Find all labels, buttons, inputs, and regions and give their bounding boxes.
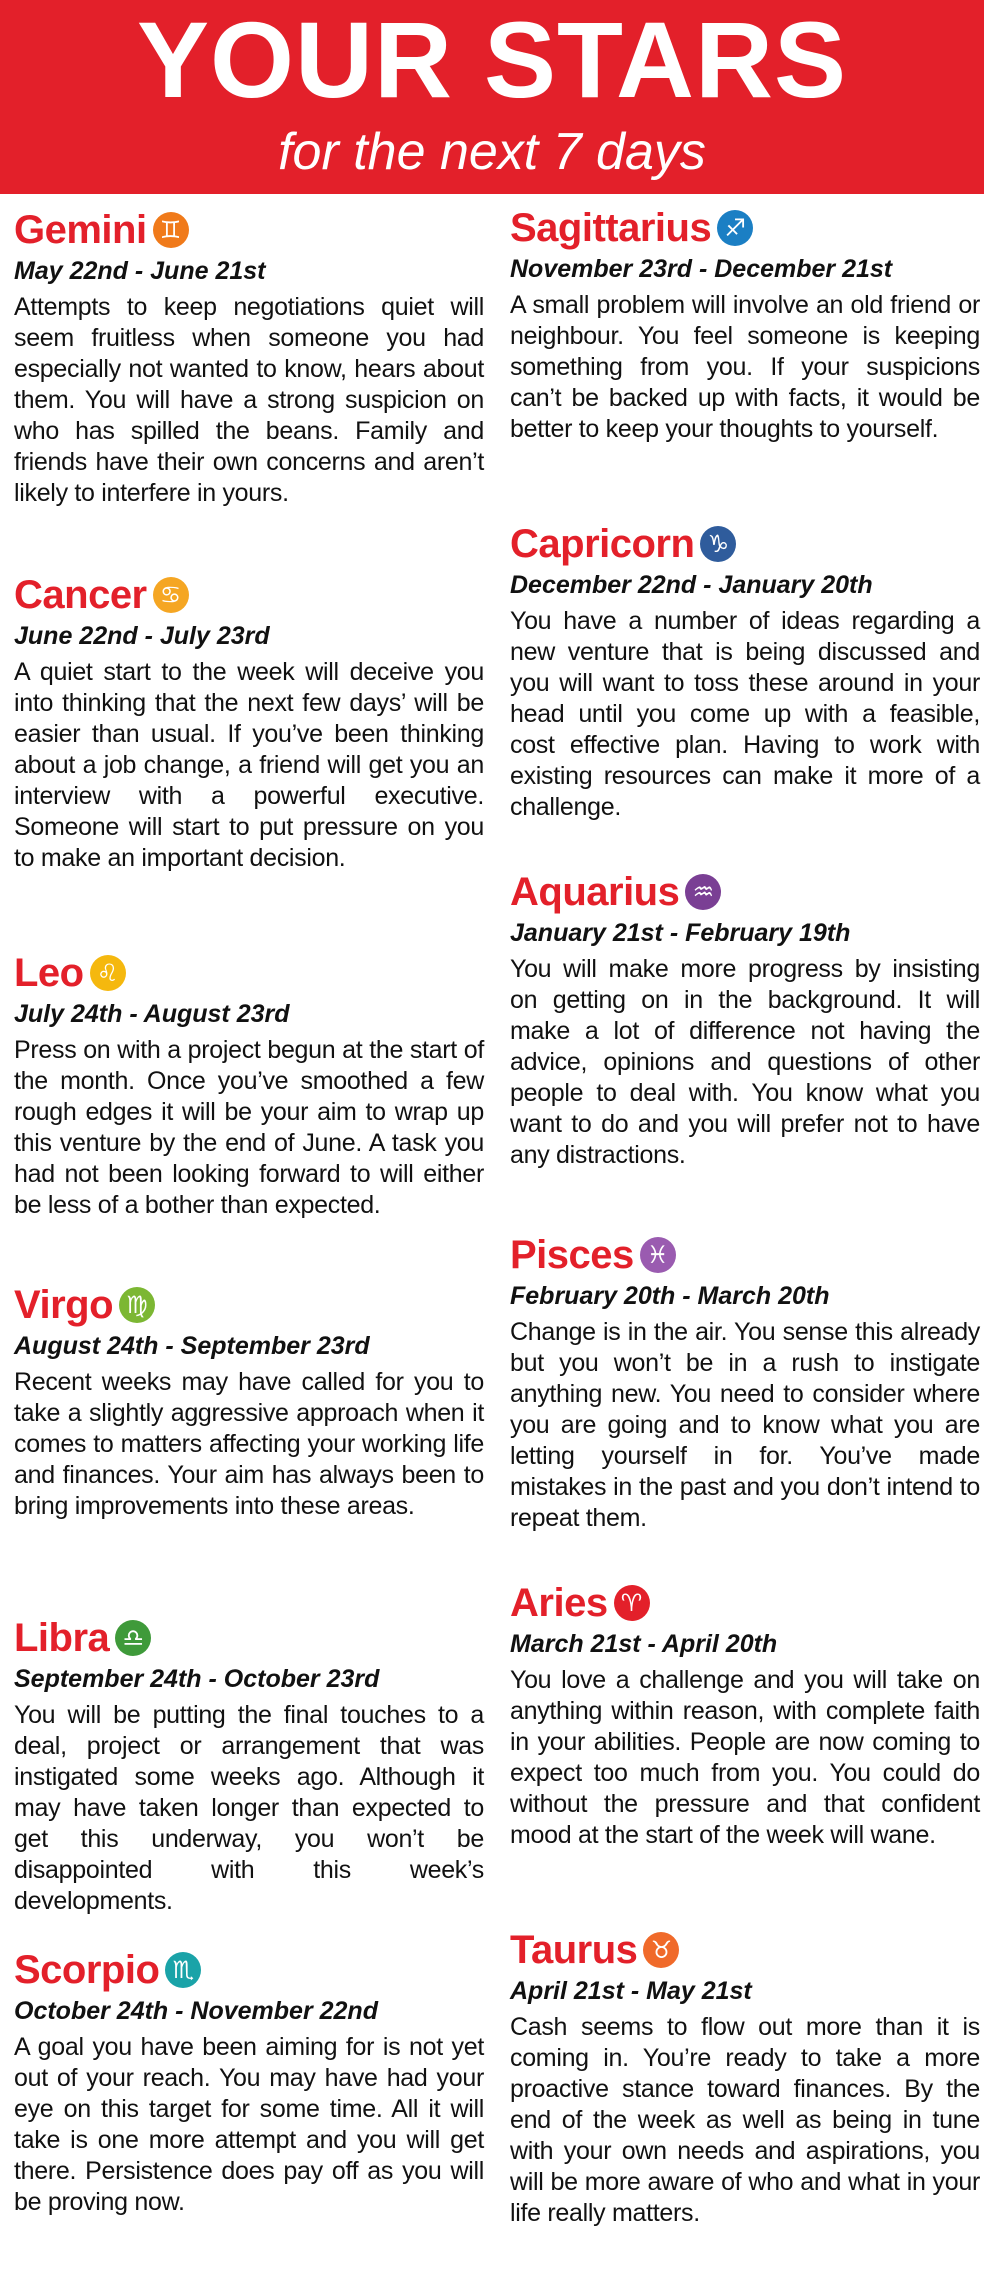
- libra-icon: ♎: [115, 1620, 151, 1656]
- sign-dates: November 23rd - December 21st: [510, 255, 893, 283]
- sign-text: You will be putting the final touches to a deal, project or arrangement that was instigated some weeks ago. Although it may have taken longer than expected to get this underway, you won’t be disappointed with this week’s developments.: [14, 1701, 484, 1915]
- sign-name: Taurus: [510, 1928, 638, 1972]
- sign-gemini: [14, 204, 484, 509]
- sign-taurus: [510, 1924, 980, 2229]
- sign-dates: August 24th - September 23rd: [14, 1332, 370, 1360]
- page-subtitle: for the next 7 days: [278, 123, 706, 181]
- sign-name: Virgo: [14, 1283, 114, 1327]
- sign-cancer: [14, 569, 484, 874]
- gemini-icon: ♊: [153, 212, 189, 248]
- sign-dates: July 24th - August 23rd: [14, 1000, 290, 1028]
- sign-name: Leo: [14, 951, 84, 995]
- sign-text: Change is in the air. You sense this already but you won’t be in a rush to instigate anything new. You need to consider where you are going and to know what you are letting yourself in for. You’ve made mistakes in the past and you don’t intend to repeat them.: [510, 1318, 980, 1532]
- sign-name: Aries: [510, 1581, 608, 1625]
- sign-capricorn: [510, 518, 980, 823]
- sign-sagittarius: [510, 202, 980, 445]
- aquarius-icon: ♒: [685, 874, 721, 910]
- header-banner: [0, 0, 984, 194]
- sign-text: Recent weeks may have called for you to take a slightly aggressive approach when it comes to matters affecting your working life and finances. Your aim has always been to bring improvements into these areas.: [14, 1368, 484, 1520]
- sign-text: You will make more progress by insisting on getting on in the background. It will make a lot of difference not having the advice, opinions and questions of other people to deal with. You know what you want to do and you will prefer not to have any distractions.: [510, 955, 980, 1169]
- cancer-icon: ♋: [153, 577, 189, 613]
- sign-aquarius: [510, 866, 980, 1171]
- sign-dates: April 21st - May 21st: [510, 1977, 752, 2005]
- sign-text: A quiet start to the week will deceive you into thinking that the next few days’ will be easier than usual. If you’ve been thinking about a job change, a friend will get you an interview with a powerful executive. Someone will start to put pressure on you to make an important decision.: [14, 658, 484, 872]
- sign-name: Scorpio: [14, 1948, 160, 1992]
- virgo-icon: ♍: [119, 1287, 155, 1323]
- sign-text: A small problem will involve an old friend or neighbour. You feel someone is keeping something from you. If your suspicions can’t be backed up with facts, it would be better to keep your thoughts to yourself.: [510, 291, 980, 443]
- sign-pisces: [510, 1229, 980, 1534]
- sign-virgo: [14, 1279, 484, 1522]
- sign-dates: March 21st - April 20th: [510, 1630, 778, 1658]
- sign-dates: September 24th - October 23rd: [14, 1665, 380, 1693]
- sign-text: You love a challenge and you will take on anything within reason, with complete faith in your abilities. People are now coming to expect too much from you. You could do without the pressure and that confident mood at the start of the week will wane.: [510, 1666, 980, 1849]
- sign-text: Cash seems to flow out more than it is coming in. You’re ready to take a more proactive stance toward finances. By the end of the week as well as being in tune with your own needs and aspirations, you will be more aware of who and what in your life really matters.: [510, 2013, 980, 2227]
- sign-name: Capricorn: [510, 522, 695, 566]
- sign-name: Gemini: [14, 208, 147, 252]
- sagittarius-icon: ♐: [717, 210, 753, 246]
- sign-dates: February 20th - March 20th: [510, 1282, 830, 1310]
- page-title: YOUR STARS: [136, 0, 848, 120]
- aries-icon: ♈: [614, 1585, 650, 1621]
- sign-name: Sagittarius: [510, 206, 712, 250]
- sign-text: You have a number of ideas regarding a new venture that is being discussed and you will want to toss these around in your head until you come up with a feasible, cost effective plan. Having to work with existing resources can make it more of a challenge.: [510, 607, 980, 821]
- sign-scorpio: [14, 1944, 484, 2218]
- sign-name: Cancer: [14, 573, 147, 617]
- scorpio-icon: ♏: [165, 1952, 201, 1988]
- sign-name: Aquarius: [510, 870, 680, 914]
- sign-text: Attempts to keep negotiations quiet will seem fruitless when someone you had especially not wanted to know, hears about them. You will have a strong suspicion on who has spilled the beans. Family and friends have their own concerns and aren’t likely to interfere in yours.: [14, 293, 484, 507]
- sign-dates: June 22nd - July 23rd: [14, 622, 270, 650]
- sign-aries: [510, 1577, 980, 1851]
- sign-dates: January 21st - February 19th: [510, 919, 851, 947]
- sign-name: Libra: [14, 1616, 110, 1660]
- sign-name: Pisces: [510, 1233, 634, 1277]
- sign-libra: [14, 1612, 484, 1917]
- sign-dates: October 24th - November 22nd: [14, 1997, 378, 2025]
- leo-icon: ♌: [90, 955, 126, 991]
- sign-leo: [14, 947, 484, 1221]
- taurus-icon: ♉: [643, 1932, 679, 1968]
- pisces-icon: ♓: [640, 1237, 676, 1273]
- sign-dates: December 22nd - January 20th: [510, 571, 873, 599]
- sign-text: A goal you have been aiming for is not yet out of your reach. You may have had your eye on this target for some time. All it will take is one more attempt and you will get there. Persistence does pay off as you will be proving now.: [14, 2033, 484, 2216]
- capricorn-icon: ♑: [700, 526, 736, 562]
- sign-dates: May 22nd - June 21st: [14, 257, 266, 285]
- sign-text: Press on with a project begun at the start of the month. Once you’ve smoothed a few rough edges it will be your aim to wrap up this venture by the end of June. A task you had not been looking forward to will either be less of a bother than expected.: [14, 1036, 484, 1219]
